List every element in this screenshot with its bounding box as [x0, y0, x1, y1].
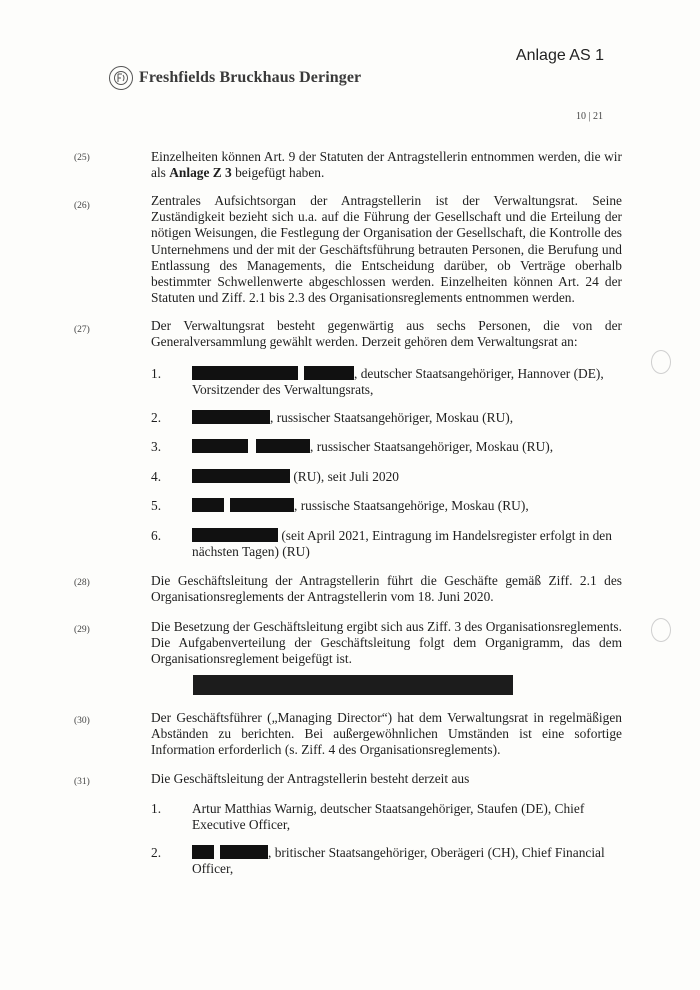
- list-number: 5.: [151, 498, 162, 513]
- paragraph-number: (28): [74, 578, 90, 588]
- firm-seal-icon: [109, 66, 133, 90]
- redaction: [192, 528, 278, 542]
- redaction: [192, 366, 298, 380]
- firm-logo: [109, 66, 361, 90]
- paragraph-number: (31): [74, 777, 90, 787]
- list-number: 6.: [151, 528, 162, 543]
- paragraph-26: Zentrales Aufsichtsorgan der Antragstellerin ist der Verwaltungsrat. Seine Zuständigkeit bezieht sich u.a. auf die Führung der Gesellschaft und die Erteilung der nötigen Weisungen, die Festlegung der Organisation der Gesellschaft, die Kontrolle des Unternehmens und der mit der Geschäftsführung betrauten Personen, die Berufung und Entlassung des Managements, die Entscheidung darüber, ob Verträge oberhalb bestimmter Schwellenwerte abgeschlossen werden. Einzelheiten können Art. 24 der Statuten und Ziff. 2.1 bis 2.3 des Organisationsreglements entnommen werden.: [151, 193, 622, 306]
- list-number: 1.: [151, 366, 162, 381]
- member-text: , russischer Staatsangehöriger, Moskau (RU),: [270, 410, 514, 425]
- redaction: [220, 845, 268, 859]
- punch-hole: [651, 618, 671, 642]
- paragraph-29: Die Besetzung der Geschäftsleitung ergibt sich aus Ziff. 3 des Organisationsreglements. Die Aufgabenverteilung der Geschäftsleitung folgt dem Organigramm, das dem Organisationsreglement beigefügt ist.: [151, 619, 622, 667]
- paragraph-text: Einzelheiten können Art. 9 der Statuten der Antragstellerin entnommen werden, die wir als: [151, 149, 622, 181]
- redaction: [230, 498, 294, 512]
- paragraph-text: beigefügt haben.: [231, 165, 325, 181]
- member-text: (RU), seit Juli 2020: [290, 469, 399, 484]
- paragraph-28: Die Geschäftsleitung der Antragstellerin führt die Geschäfte gemäß Ziff. 2.1 des Organisationsreglements der Antragstellerin vom 18. Juni 2020.: [151, 573, 622, 605]
- member-text: , britischer Staatsangehöriger, Oberägeri (CH), Chief Financial Officer,: [192, 845, 605, 877]
- redaction: [192, 410, 270, 424]
- member-text: (seit April 2021, Eintragung im Handelsregister erfolgt in den nächsten Tagen) (RU): [192, 528, 612, 560]
- paragraph-number: (29): [74, 625, 90, 635]
- member-text: , russische Staatsangehörige, Moskau (RU),: [294, 498, 529, 513]
- redaction: [192, 498, 224, 512]
- paragraph-number: (27): [74, 325, 90, 335]
- punch-hole: [651, 350, 671, 374]
- paragraph-number: (25): [74, 153, 90, 163]
- list-number: 1.: [151, 801, 162, 816]
- member-text: , deutscher Staatsangehöriger, Hannover (DE), Vorsitzender des Verwaltungsrats,: [192, 366, 604, 398]
- redaction: [192, 439, 248, 453]
- paragraph-number: (30): [74, 716, 90, 726]
- paragraph-number: (26): [74, 201, 90, 211]
- member-text: , russischer Staatsangehöriger, Moskau (RU),: [310, 439, 554, 454]
- redaction: [304, 366, 354, 380]
- firm-name: Freshfields Bruckhaus Deringer: [139, 69, 362, 86]
- list-number: 2.: [151, 845, 162, 860]
- page-number: 10 | 21: [575, 111, 603, 122]
- list-number: 4.: [151, 469, 162, 484]
- list-number: 2.: [151, 410, 162, 425]
- paragraph-31: Die Geschäftsleitung der Antragstellerin besteht derzeit aus: [151, 771, 470, 786]
- redaction: [192, 469, 290, 483]
- redaction: [256, 439, 310, 453]
- redacted-block: [193, 675, 513, 695]
- member-text: Artur Matthias Warnig, deutscher Staatsangehöriger, Staufen (DE), Chief Executive Officer,: [192, 801, 585, 833]
- paragraph-25: [151, 149, 622, 181]
- redaction: [192, 845, 214, 859]
- paragraph-30: Der Geschäftsführer („Managing Director“) hat dem Verwaltungsrat in regelmäßigen Abständen zu berichten. Bei außergewöhnlichen Umständen ist eine sofortige Information erforderlich (s. Ziff. 4 des Organisationsreglements).: [151, 710, 622, 758]
- paragraph-27: Der Verwaltungsrat besteht gegenwärtig aus sechs Personen, die von der Generalversammlung gewählt werden. Derzeit gehören dem Verwaltungsrat an:: [151, 318, 622, 350]
- exhibit-reference: Anlage Z 3: [169, 165, 232, 181]
- exhibit-label: Anlage AS 1: [515, 47, 604, 64]
- list-number: 3.: [151, 439, 162, 454]
